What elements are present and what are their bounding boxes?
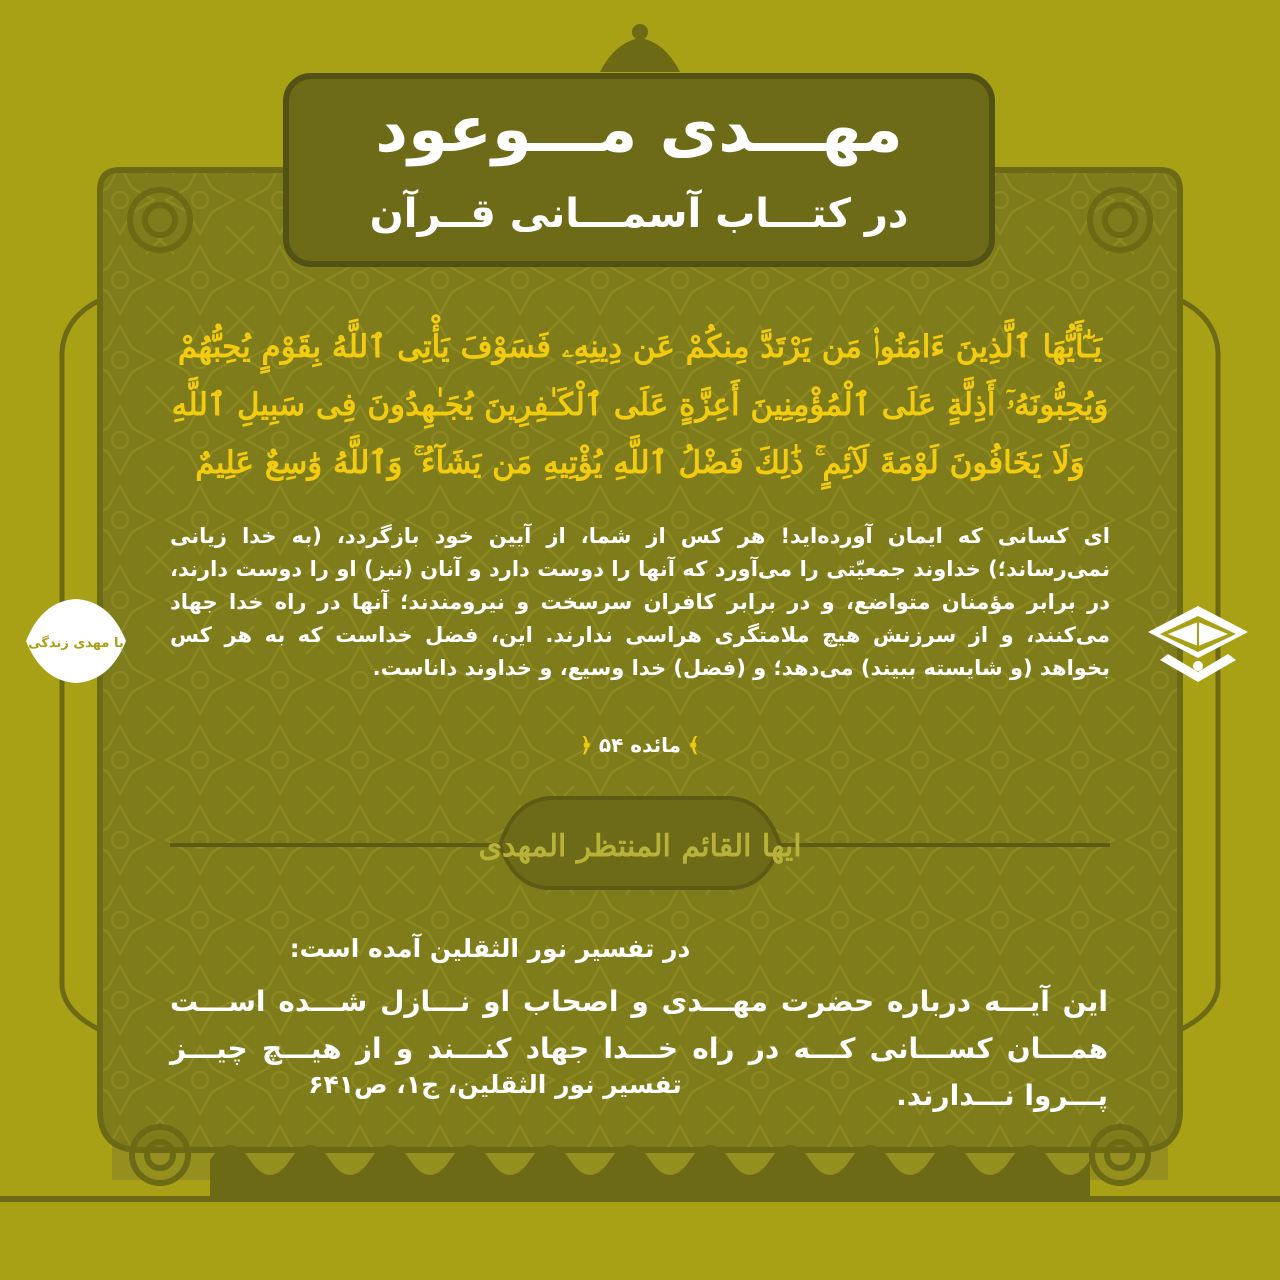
tafsir-source: تفسیر نور الثقلین، ج۱، ص۶۴۱ bbox=[308, 1070, 682, 1099]
tafsir-heading: در تفسیر نور الثقلین آمده است: bbox=[289, 934, 691, 963]
tafsir-body: این آیـــه درباره حضرت مهـــدی و اصحاب او نـــازل شـــده اســـت همـــان کســـانی کـــه در راه خـــدا جهاد کنـــند و از هیـــچ چیـــز پـــروا نـــدارند. bbox=[170, 985, 1108, 1112]
quran-verse: يَـٰٓأَيُّهَا ٱلَّذِينَ ءَامَنُوا۟ مَن يَرْتَدَّ مِنكُمْ عَن دِينِهِۦ فَسَوْفَ يَأْتِى ٱللَّهُ بِقَوْمٍ يُحِبُّهُمْ وَيُحِبُّونَهُۥٓ أَذِلَّةٍ عَلَى ٱلْمُؤْمِنِينَ أَعِزَّةٍ عَلَى ٱلْكَـٰفِرِينَ يُجَـٰهِدُونَ فِى سَبِيلِ ٱللَّهِ وَلَا يَخَافُونَ لَوْمَةَ لَآئِمٍ ۚ ذَٰلِكَ فَضْلُ ٱللَّهِ يُؤْتِيهِ مَن يَشَآءُ ۚ وَٱللَّهُ وَٰسِعٌ عَلِيمٌ bbox=[171, 329, 1109, 481]
verse-translation: ای کسانی که ایمان آورده‌اید! هر کس از شما، از آیین خود بازگردد، (به خدا زیانی نمی‌رساند؛) خداوند جمعیّتی را می‌آورد که آنها را دوست دارد و آنان (نیز) او را دوست دارند، در برابر مؤمنان متواضع، و در برابر کافران سرسخت و نیرومندند؛ آنها در راه خدا جهاد می‌کنند، و از سرزنش هیچ ملامتگری هراسی ندارند. این، فضل خداست که به هر کس بخواهد (و شایسته ببیند) می‌دهد؛ و (فضل) خدا وسیع، و خداوند داناست. bbox=[170, 524, 1110, 680]
reference-text: مائده ۵۴ bbox=[598, 733, 682, 757]
calligraphy-text: ایها القائم المنتظر المهدی bbox=[478, 829, 802, 864]
calligraphy-logo-icon bbox=[22, 595, 130, 687]
page-title: مهـــدی مـــوعود bbox=[375, 93, 903, 167]
bracket-open: ﴾ bbox=[688, 733, 700, 757]
calligraphy-divider bbox=[170, 790, 1110, 890]
quran-book-icon bbox=[1138, 592, 1258, 688]
title-box bbox=[283, 73, 995, 267]
page-subtitle: در کتـــاب آسمـــانی قــرآن bbox=[369, 191, 909, 237]
bracket-close: ﴿ bbox=[580, 733, 592, 757]
logo-left-text: با مهدی زندگی bbox=[28, 636, 124, 651]
verse-reference bbox=[540, 733, 740, 757]
